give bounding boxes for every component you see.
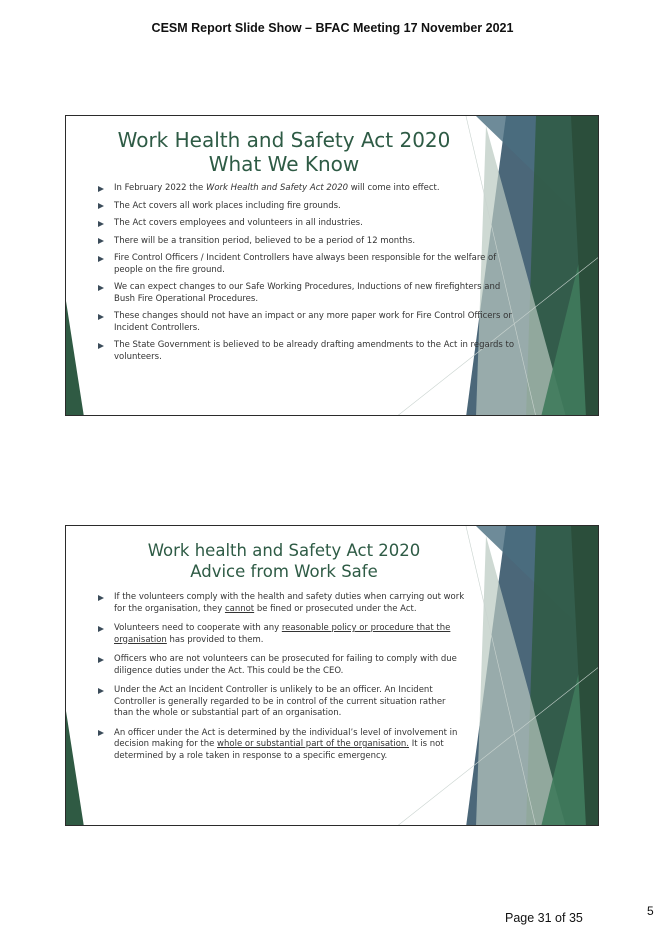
- triangle-bullet-icon: [98, 285, 104, 291]
- triangle-bullet-icon: [98, 688, 104, 694]
- triangle-bullet-icon: [98, 595, 104, 601]
- bullet-item: Volunteers need to cooperate with any reasonable policy or procedure that the organisation has provided to them.: [96, 623, 466, 646]
- slide-advice-from-work-safe: [65, 525, 599, 826]
- bullet-list: [96, 592, 466, 770]
- triangle-bullet-icon: [98, 343, 104, 349]
- triangle-bullet-icon: [98, 314, 104, 320]
- bullet-item: If the volunteers comply with the health and safety duties when carrying out work for the organisation, they cannot be fined or prosecuted under the Act.: [96, 592, 466, 615]
- slide-title: [66, 540, 502, 582]
- slide-title-line-2: What We Know: [208, 152, 360, 176]
- slide-title-line-1: Work health and Safety Act 2020: [147, 541, 421, 560]
- bullet-item: These changes should not have an impact or any more paper work for Fire Control Officers or Incident Controllers.: [96, 311, 516, 334]
- bullet-item: There will be a transition period, believed to be a period of 12 months.: [96, 236, 516, 248]
- document-header: CESM Report Slide Show – BFAC Meeting 17 November 2021: [151, 21, 514, 35]
- bullet-item: The Act covers all work places including fire grounds.: [96, 201, 516, 213]
- side-page-number: 5: [647, 904, 654, 918]
- bullet-list: [96, 183, 516, 369]
- page-number: Page 31 of 35: [505, 911, 583, 925]
- bullet-item: The State Government is believed to be already drafting amendments to the Act in regards to volunteers.: [96, 340, 516, 363]
- triangle-bullet-icon: [98, 657, 104, 663]
- slide-title-line-1: Work Health and Safety Act 2020: [117, 128, 451, 152]
- triangle-bullet-icon: [98, 203, 104, 209]
- slide-what-we-know: [65, 115, 599, 416]
- bullet-item: The Act covers employees and volunteers in all industries.: [96, 218, 516, 230]
- triangle-bullet-icon: [98, 221, 104, 227]
- triangle-bullet-icon: [98, 238, 104, 244]
- bullet-item: Officers who are not volunteers can be prosecuted for failing to comply with due diligence duties under the Act. This could be the CEO.: [96, 654, 466, 677]
- triangle-bullet-icon: [98, 730, 104, 736]
- triangle-bullet-icon: [98, 256, 104, 262]
- slide-title-line-2: Advice from Work Safe: [190, 562, 378, 581]
- bullet-item: In February 2022 the Work Health and Safety Act 2020 will come into effect.: [96, 183, 516, 195]
- bullet-item: Fire Control Officers / Incident Controllers have always been responsible for the welfare of people on the fire ground.: [96, 253, 516, 276]
- bullet-item: We can expect changes to our Safe Working Procedures, Inductions of new firefighters and Bush Fire Operational Procedures.: [96, 282, 516, 305]
- triangle-bullet-icon: [98, 186, 104, 192]
- bullet-item: An officer under the Act is determined by the individual’s level of involvement in decision making for the whole or substantial part of the organisation. It is not determined by a role taken in response to a specific emergency.: [96, 728, 466, 763]
- triangle-bullet-icon: [98, 626, 104, 632]
- slide-title: [66, 128, 502, 176]
- bullet-item: Under the Act an Incident Controller is unlikely to be an officer. An Incident Controller is generally regarded to be in control of the current situation rather than the whole or substantial part of an organisation.: [96, 685, 466, 720]
